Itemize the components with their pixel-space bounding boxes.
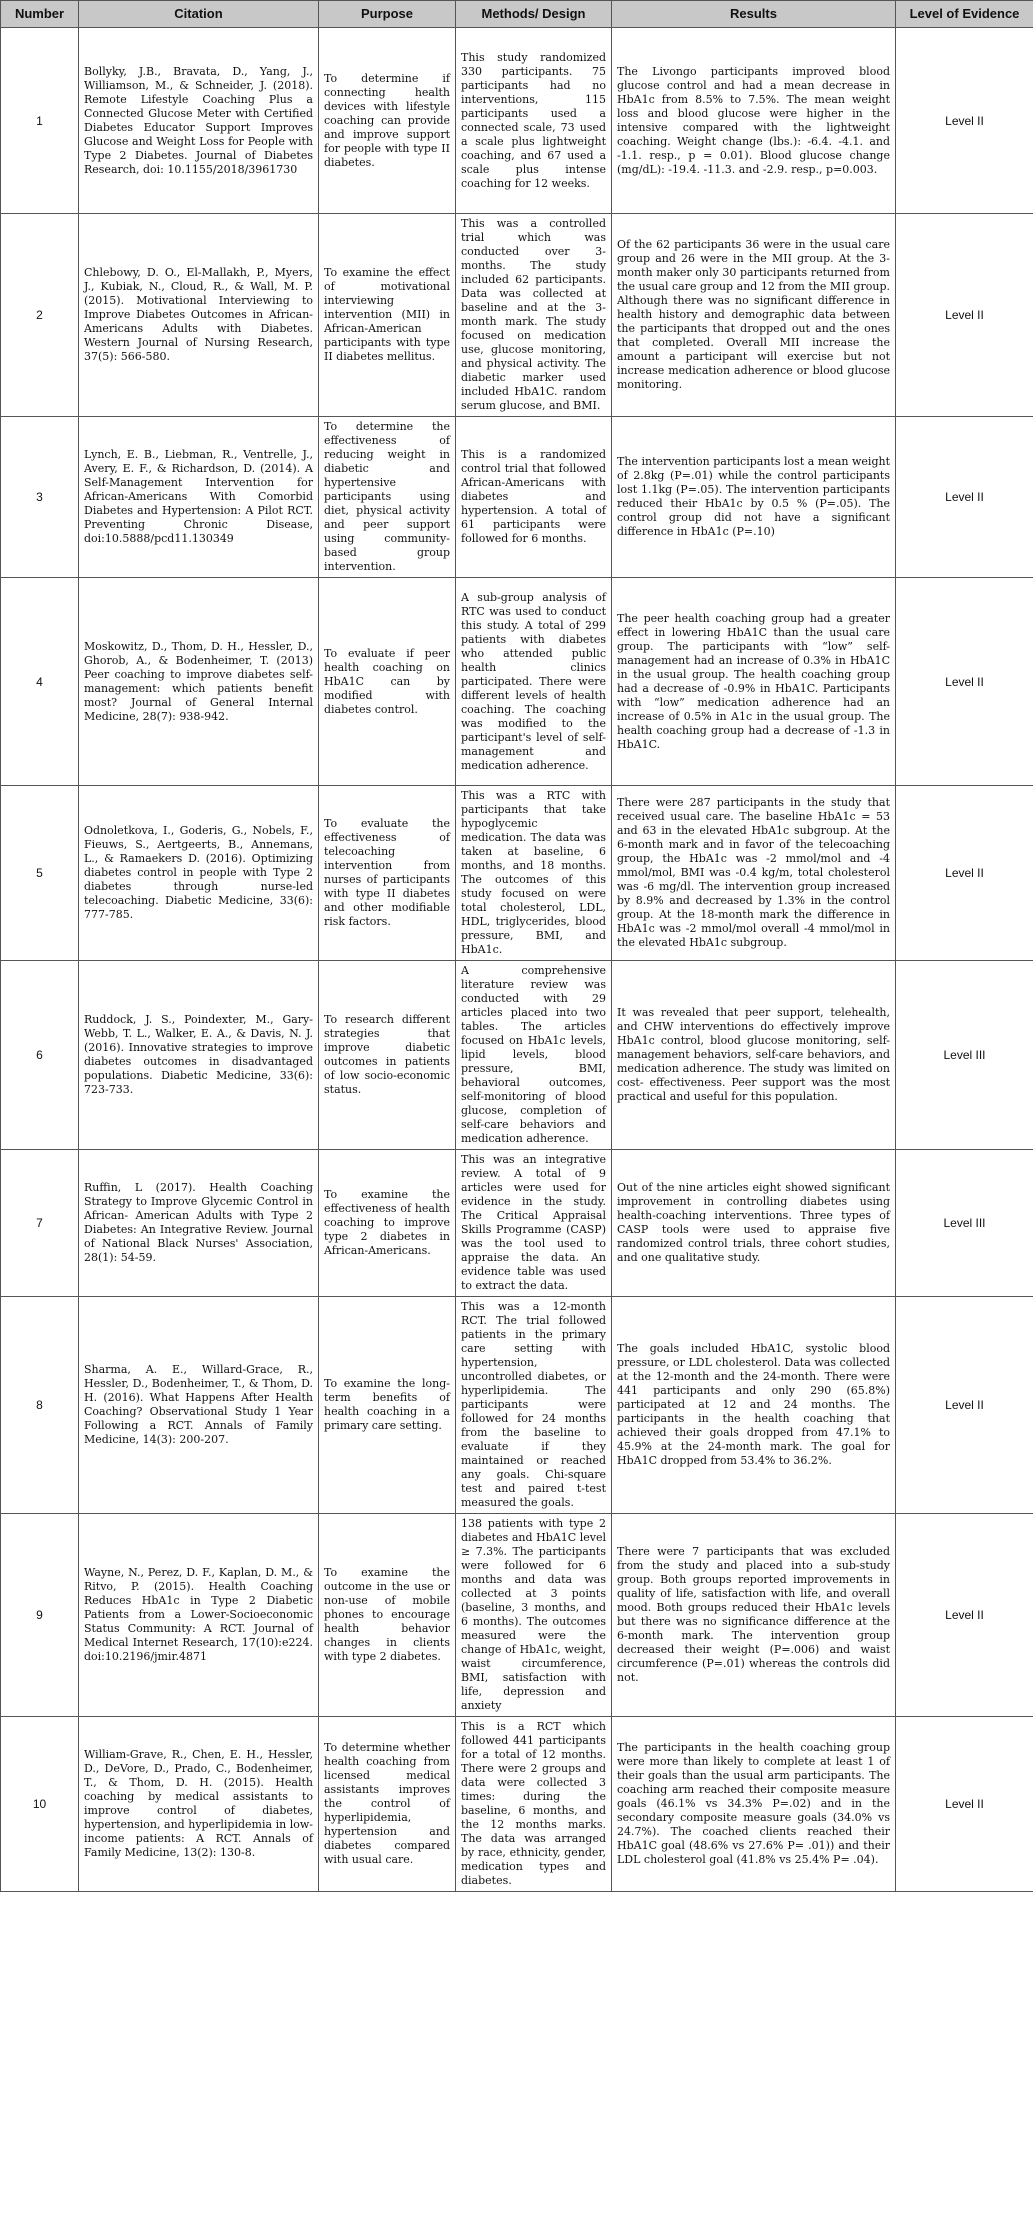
row-citation: Sharma, A. E., Willard-Grace, R., Hessler, D., Bodenheimer, T., & Thom, D. H. (2016). What Happens After Health Coaching? Observational Study 1 Year Following a RCT. Annals of Family Medicine, 14(3): 200-207. xyxy=(79,1297,319,1514)
row-results: Out of the nine articles eight showed significant improvement in controlling diabetes using health-coaching interventions. Three types of CASP tools were used to appraise five randomized control trials, three cohort studies, and one qualitative study. xyxy=(612,1150,896,1297)
row-number: 10 xyxy=(1,1717,79,1892)
row-number: 8 xyxy=(1,1297,79,1514)
row-results: The participants in the health coaching group were more than likely to complete at least 1 of their goals than the usual arm participants. The coaching arm reached their composite measure goals (46.1% vs 34.3% P=.02) and in the secondary composite measure goals (34.0% vs 24.7%). The coached clients reached their HbA1C goal (48.6% vs 27.6% P= .01)) and their LDL cholesterol goal (41.8% vs 25.4% P= .04). xyxy=(612,1717,896,1892)
header-methods: Methods/ Design xyxy=(456,1,612,28)
row-results: The peer health coaching group had a greater effect in lowering HbA1C than the usual care group. The participants with “low” self-management had an increase of 0.3% in HbA1C in the usual group. The health coaching group had a decrease of -0.9% in HbA1C. Participants with “low” medication adherence had an increase of 0.5% in A1c in the usual group. The health coaching group had a decrease of -1.3 in HbA1C. xyxy=(612,578,896,786)
row-citation: Bollyky, J.B., Bravata, D., Yang, J., Williamson, M., & Schneider, J. (2018). Remote Lifestyle Coaching Plus a Connected Glucose Meter with Certified Diabetes Educator Support Improves Glucose and Weight Loss for People with Type 2 Diabetes. Journal of Diabetes Research, doi: 10.1155/2018/3961730 xyxy=(79,28,319,214)
row-purpose: To examine the effect of motivational interviewing intervention (MII) in African-American participants with type II diabetes mellitus. xyxy=(319,214,456,417)
row-methods: 138 patients with type 2 diabetes and HbA1C level ≥ 7.3%. The participants were followed for 6 months and data was collected at 3 points (baseline, 3 months, and 6 months). The outcomes measured were the change of HbA1c, weight, waist circumference, BMI, satisfaction with life, depression and anxiety xyxy=(456,1514,612,1717)
row-level: Level II xyxy=(896,578,1033,786)
row-purpose: To determine whether health coaching from licensed medical assistants improves the control of hyperlipidemia, hypertension and diabetes compared with usual care. xyxy=(319,1717,456,1892)
row-level: Level II xyxy=(896,417,1033,578)
row-methods: This study randomized 330 participants. 75 participants had no interventions, 115 participants used a connected scale, 73 used a scale plus lightweight coaching, and 67 used a scale plus intense coaching for 12 weeks. xyxy=(456,28,612,214)
row-purpose: To examine the effectiveness of health coaching to improve type 2 diabetes in African-Americans. xyxy=(319,1150,456,1297)
row-citation: Odnoletkova, I., Goderis, G., Nobels, F., Fieuws, S., Aertgeerts, B., Annemans, L., & Ramaekers D. (2016). Optimizing diabetes control in people with Type 2 diabetes through nurse-led telecoaching. Diabetic Medicine, 33(6): 777-785. xyxy=(79,786,319,961)
row-citation: Moskowitz, D., Thom, D. H., Hessler, D., Ghorob, A., & Bodenheimer, T. (2013) Peer coaching to improve diabetes self-management: which patients benefit most? Journal of General Internal Medicine, 28(7): 938-942. xyxy=(79,578,319,786)
table-row xyxy=(1,786,1033,961)
table-row xyxy=(1,214,1033,417)
table-row xyxy=(1,417,1033,578)
row-purpose: To examine the long-term benefits of health coaching in a primary care setting. xyxy=(319,1297,456,1514)
row-citation: Chlebowy, D. O., El-Mallakh, P., Myers, J., Kubiak, N., Cloud, R., & Wall, M. P. (2015). Motivational Interviewing to Improve Diabetes Outcomes in African-Americans Adults with Diabetes. Western Journal of Nursing Research, 37(5): 566-580. xyxy=(79,214,319,417)
header-row xyxy=(1,1,1033,28)
row-results: The intervention participants lost a mean weight of 2.8kg (P=.01) while the control participants lost 1.1kg (P=.05). The intervention participants reduced their HbA1c by 0.5 % (P=.05). The control group did not have a significant difference in HbA1c (P=.10) xyxy=(612,417,896,578)
row-results: There were 7 participants that was excluded from the study and placed into a sub-study group. Both groups reported improvements in quality of life, satisfaction with life, and overall mood. Both groups reduced their HbA1c levels but there was no significance difference at the 6-month mark. The intervention group decreased their weight (P=.006) and waist circumference (P=.01) whereas the controls did not. xyxy=(612,1514,896,1717)
row-methods: This was a controlled trial which was conducted over 3-months. The study included 62 participants. Data was collected at baseline and at the 3-month mark. The study focused on medication use, glucose monitoring, and physical activity. The diabetic marker used included HbA1C. random serum glucose, and BMI. xyxy=(456,214,612,417)
row-citation: Lynch, E. B., Liebman, R., Ventrelle, J., Avery, E. F., & Richardson, D. (2014). A Self-Management Intervention for African-Americans With Comorbid Diabetes and Hypertension: A Pilot RCT. Preventing Chronic Disease, doi:10.5888/pcd11.130349 xyxy=(79,417,319,578)
row-citation: Ruddock, J. S., Poindexter, M., Gary-Webb, T. L., Walker, E. A., & Davis, N. J. (2016). Innovative strategies to improve diabetes outcomes in disadvantaged populations. Diabetic Medicine, 33(6): 723-733. xyxy=(79,961,319,1150)
row-number: 7 xyxy=(1,1150,79,1297)
row-number: 3 xyxy=(1,417,79,578)
row-results: It was revealed that peer support, telehealth, and CHW interventions do effectively improve HbA1c control, blood glucose monitoring, self- management behaviors, self-care behaviors, and medication adherence. The study was limited on cost- effectiveness. Peer support was the most practical and useful for this population. xyxy=(612,961,896,1150)
table-row xyxy=(1,1717,1033,1892)
row-number: 1 xyxy=(1,28,79,214)
row-results: The goals included HbA1C, systolic blood pressure, or LDL cholesterol. Data was collected at the 12-month and the 24-month. There were 441 participants and only 290 (65.8%) participated at 12 and 24 months. The participants in the health coaching that achieved their goals dropped from 47.1% to 45.9% at the 24-month mark. The goal for HbA1C dropped from 53.4% to 36.2%. xyxy=(612,1297,896,1514)
table-row xyxy=(1,1514,1033,1717)
row-level: Level II xyxy=(896,1297,1033,1514)
header-purpose: Purpose xyxy=(319,1,456,28)
row-methods: This was an integrative review. A total of 9 articles were used for evidence in the study. The Critical Appraisal Skills Programme (CASP) was the tool used to appraise the data. An evidence table was used to extract the data. xyxy=(456,1150,612,1297)
row-number: 5 xyxy=(1,786,79,961)
header-number: Number xyxy=(1,1,79,28)
row-methods: This is a RCT which followed 441 participants for a total of 12 months. There were 2 groups and data were collected 3 times: during the baseline, 6 months, and the 12 months marks. The data was arranged by race, ethnicity, gender, medication types and diabetes. xyxy=(456,1717,612,1892)
row-number: 4 xyxy=(1,578,79,786)
row-level: Level II xyxy=(896,214,1033,417)
row-citation: Wayne, N., Perez, D. F., Kaplan, D. M., & Ritvo, P. (2015). Health Coaching Reduces HbA1c in Type 2 Diabetic Patients from a Lower-Socioeconomic Status Community: A RCT. Journal of Medical Internet Research, 17(10):e224. doi:10.2196/jmir.4871 xyxy=(79,1514,319,1717)
header-citation: Citation xyxy=(79,1,319,28)
row-purpose: To research different strategies that improve diabetic outcomes in patients of low socio-economic status. xyxy=(319,961,456,1150)
header-level: Level of Evidence xyxy=(896,1,1033,28)
table-row xyxy=(1,1297,1033,1514)
row-results: Of the 62 participants 36 were in the usual care group and 26 were in the MII group. At the 3-month maker only 30 participants returned from the usual care group and 12 from the MII group. Although there was no significant difference in health history and demographic data between the participants that dropped out and the ones that completed. Overall MII increase the amount a participant will exercise but not increase medication adherence or blood glucose monitoring. xyxy=(612,214,896,417)
table-row xyxy=(1,28,1033,214)
row-methods: A comprehensive literature review was conducted with 29 articles placed into two tables. The articles focused on HbA1c levels, lipid levels, blood pressure, BMI, behavioral outcomes, self-monitoring of blood glucose, completion of self-care behaviors and medication adherence. xyxy=(456,961,612,1150)
row-purpose: To determine the effectiveness of reducing weight in diabetic and hypertensive participants using diet, physical activity and peer support using community-based group intervention. xyxy=(319,417,456,578)
table-row xyxy=(1,961,1033,1150)
row-purpose: To evaluate if peer health coaching on HbA1C can by modified with diabetes control. xyxy=(319,578,456,786)
row-citation: Ruffin, L (2017). Health Coaching Strategy to Improve Glycemic Control in African- American Adults with Type 2 Diabetes: An Integrative Review. Journal of National Black Nurses' Association, 28(1): 54-59. xyxy=(79,1150,319,1297)
table-row xyxy=(1,1150,1033,1297)
row-level: Level III xyxy=(896,1150,1033,1297)
row-purpose: To determine if connecting health devices with lifestyle coaching can provide and improve support for people with type II diabetes. xyxy=(319,28,456,214)
row-number: 6 xyxy=(1,961,79,1150)
row-number: 9 xyxy=(1,1514,79,1717)
row-results: The Livongo participants improved blood glucose control and had a mean decrease in HbA1c from 8.5% to 7.5%. The mean weight loss and blood glucose were higher in the intensive compared with the lightweight coaching. Weight change (lbs.): -6.4. -4.1. and -1.1. resp., p = 0.01). Blood glucose change (mg/dL): -19.4. -11.3. and -2.9. resp., p=0.003. xyxy=(612,28,896,214)
row-results: There were 287 participants in the study that received usual care. The baseline HbA1c = 53 and 63 in the elevated HbA1c subgroup. At the 6-month mark and in favor of the telecoaching group, the HbA1c was -2 mmol/mol and -4 mmol/mol, BMI was -0.4 kg/m, total cholesterol was -6 mg/dl. The intervention group increased by 8.9% and decreased by 1.3% in the control group. At the 18-month mark the difference in HbA1c was -2 mmol/mol overall -4 mmol/mol in the elevated HbA1c subgroup. xyxy=(612,786,896,961)
table-row xyxy=(1,578,1033,786)
row-methods: A sub-group analysis of RTC was used to conduct this study. A total of 299 patients with diabetes who attended public health clinics participated. There were different levels of health coaching. The coaching was modified to the participant's level of self-management and medication adherence. xyxy=(456,578,612,786)
row-methods: This is a randomized control trial that followed African-Americans with diabetes and hypertension. A total of 61 participants were followed for 6 months. xyxy=(456,417,612,578)
row-purpose: To examine the outcome in the use or non-use of mobile phones to encourage health behavior changes in clients with type 2 diabetes. xyxy=(319,1514,456,1717)
row-level: Level III xyxy=(896,961,1033,1150)
row-methods: This was a 12-month RCT. The trial followed patients in the primary care setting with hypertension, uncontrolled diabetes, or hyperlipidemia. The participants were followed for 24 months from the baseline to evaluate if they maintained or reached any goals. Chi-square test and paired t-test measured the goals. xyxy=(456,1297,612,1514)
row-number: 2 xyxy=(1,214,79,417)
header-results: Results xyxy=(612,1,896,28)
row-level: Level II xyxy=(896,1717,1033,1892)
row-methods: This was a RTC with participants that take hypoglycemic medication. The data was taken at baseline, 6 months, and 18 months. The outcomes of this study focused on were total cholesterol, LDL, HDL, triglycerides, blood pressure, BMI, and HbA1c. xyxy=(456,786,612,961)
row-level: Level II xyxy=(896,1514,1033,1717)
row-purpose: To evaluate the effectiveness of telecoaching intervention from nurses of participants with type II diabetes and other modifiable risk factors. xyxy=(319,786,456,961)
row-citation: William-Grave, R., Chen, E. H., Hessler, D., DeVore, D., Prado, C., Bodenheimer, T., & Thom, D. H. (2015). Health coaching by medical assistants to improve control of diabetes, hypertension, and hyperlipidemia in low-income patients: A RCT. Annals of Family Medicine, 13(2): 130-8. xyxy=(79,1717,319,1892)
row-level: Level II xyxy=(896,786,1033,961)
row-level: Level II xyxy=(896,28,1033,214)
